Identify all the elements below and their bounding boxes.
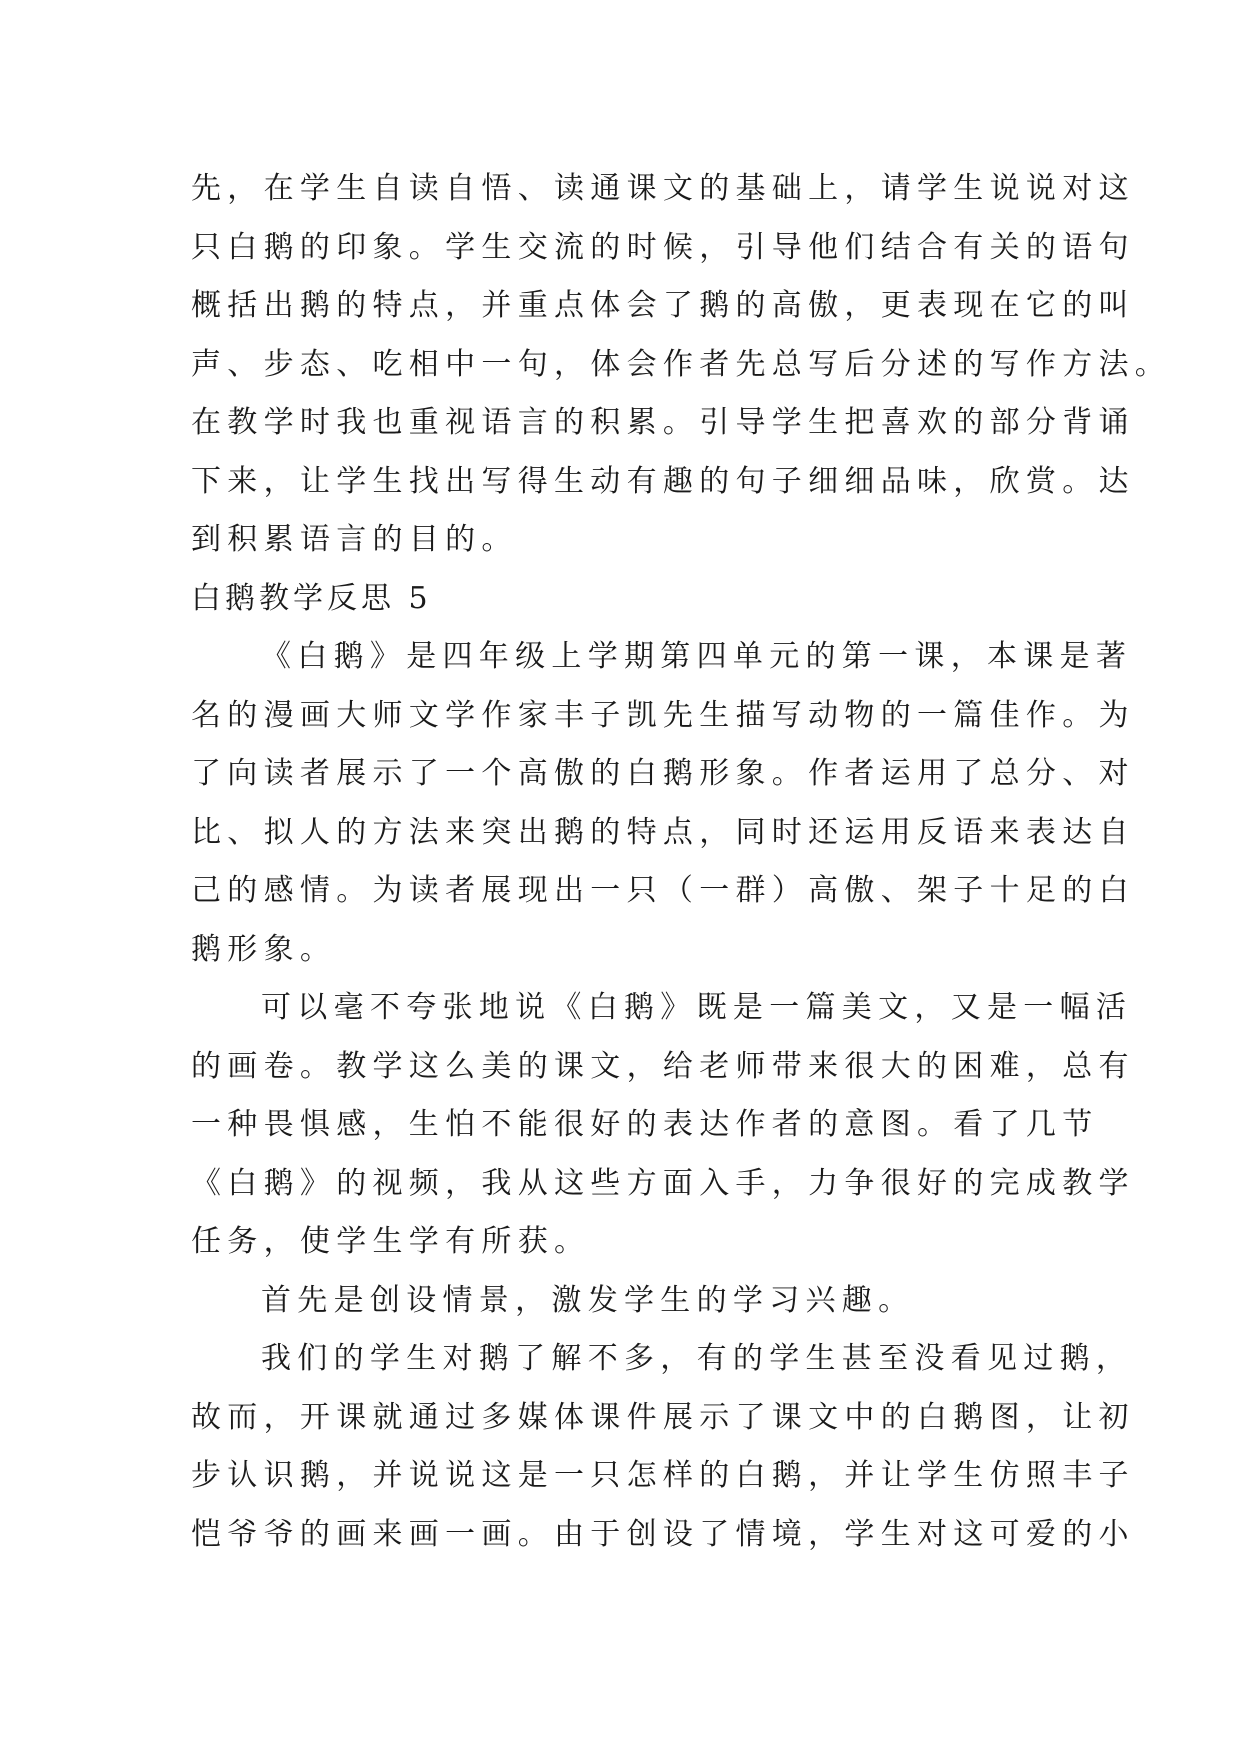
text-line: 比、拟人的方法来突出鹅的特点，同时还运用反语来表达自 xyxy=(191,814,1135,850)
text-line: 故而，开课就通过多媒体课件展示了课文中的白鹅图，让初 xyxy=(191,1399,1135,1435)
text-line: 声、步态、吃相中一句，体会作者先总写后分述的写作方法。 xyxy=(191,346,1172,382)
text-line: 了向读者展示了一个高傲的白鹅形象。作者运用了总分、对 xyxy=(191,756,1135,791)
text-line: 鹅形象。 xyxy=(191,931,337,967)
text-line: 恺爷爷的画来画一画。由于创设了情境，学生对这可爱的小 xyxy=(191,1516,1135,1552)
text-line: 首先是创设情景，激发学生的学习兴趣。 xyxy=(261,1282,915,1318)
document-page xyxy=(191,160,1172,1564)
text-line: 我们的学生对鹅了解不多，有的学生甚至没看见过鹅， xyxy=(261,1341,1133,1376)
text-line: 到积累语言的目的。 xyxy=(191,522,518,557)
text-line: 先，在学生自读自悟、读通课文的基础上，请学生说说对这 xyxy=(191,171,1135,206)
section-heading: 白鹅教学反思 5 xyxy=(191,580,432,616)
text-line: 可以毫不夸张地说《白鹅》既是一篇美文，又是一幅活 xyxy=(261,990,1133,1025)
text-line: 名的漫画大师文学作家丰子凯先生描写动物的一篇佳作。为 xyxy=(191,697,1135,733)
text-line: 《白鹅》是四年级上学期第四单元的第一课，本课是著 xyxy=(261,639,1133,674)
text-line: 《白鹅》的视频，我从这些方面入手，力争很好的完成教学 xyxy=(191,1165,1135,1201)
text-line: 的画卷。教学这么美的课文，给老师带来很大的困难，总有 xyxy=(191,1048,1135,1084)
text-line: 在教学时我也重视语言的积累。引导学生把喜欢的部分背诵 xyxy=(191,405,1135,440)
text-line: 任务，使学生学有所获。 xyxy=(191,1224,591,1259)
text-line: 概括出鹅的特点，并重点体会了鹅的高傲，更表现在它的叫 xyxy=(191,288,1135,323)
text-line: 一种畏惧感，生怕不能很好的表达作者的意图。看了几节 xyxy=(191,1107,1099,1142)
text-line: 己的感情。为读者展现出一只（一群）高傲、架子十足的白 xyxy=(191,873,1135,908)
text-line: 下来，让学生找出写得生动有趣的句子细细品味，欣赏。达 xyxy=(191,463,1135,499)
text-line: 步认识鹅，并说说这是一只怎样的白鹅，并让学生仿照丰子 xyxy=(191,1458,1135,1493)
text-line: 只白鹅的印象。学生交流的时候，引导他们结合有关的语句 xyxy=(191,229,1135,265)
